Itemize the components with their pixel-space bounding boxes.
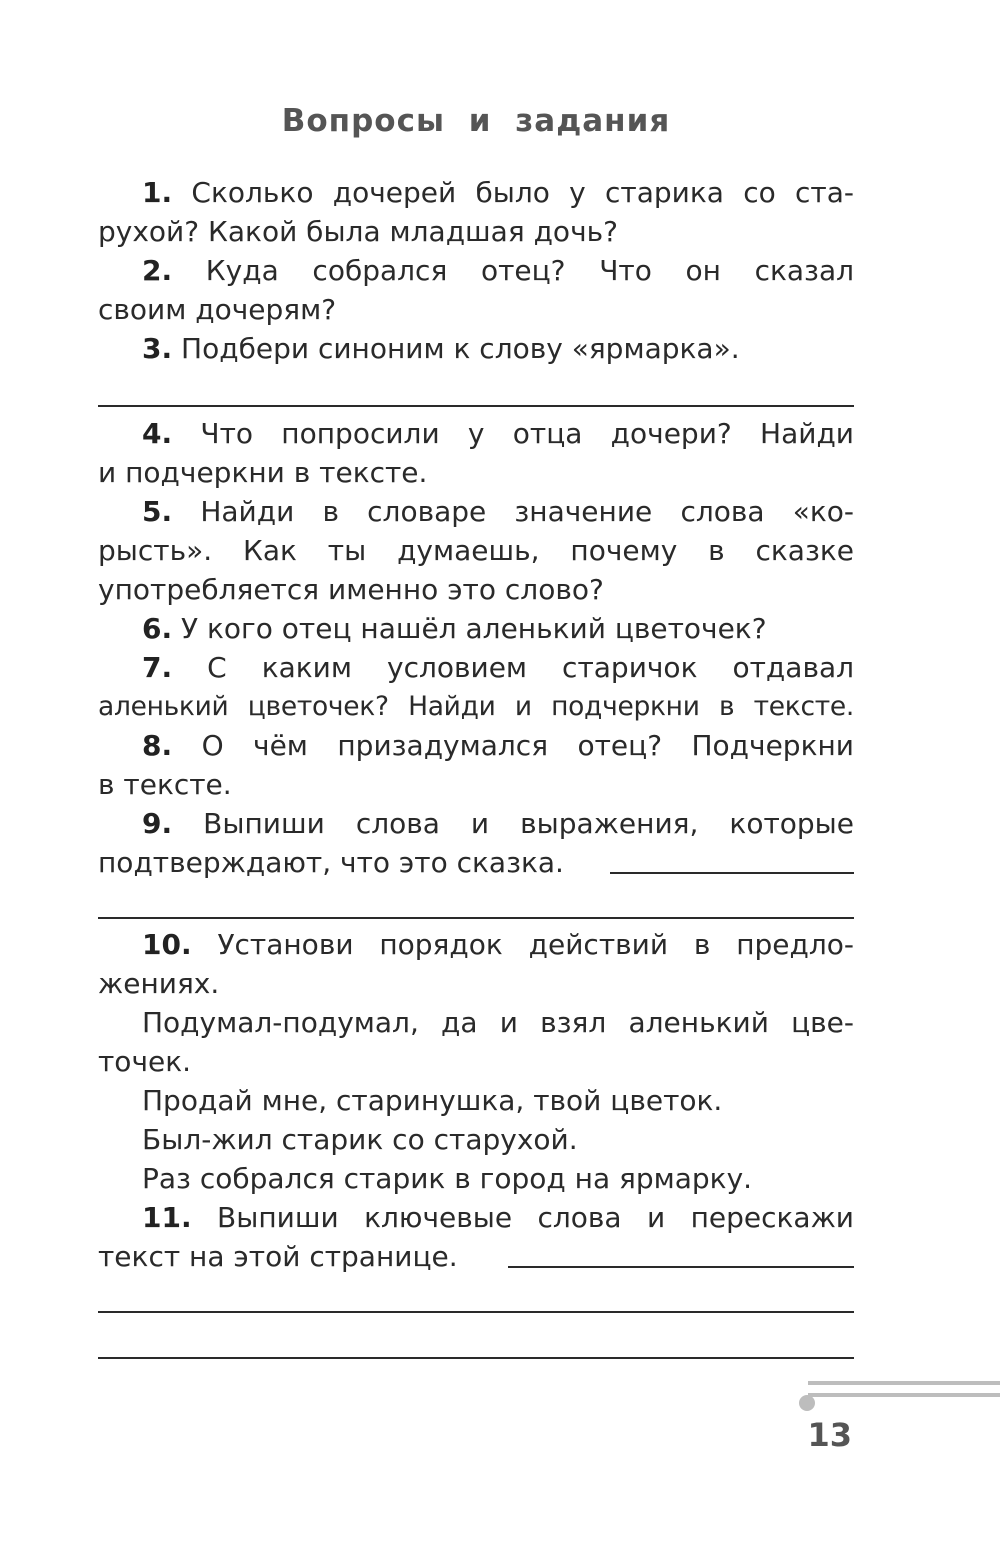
question-7-number: 7. (142, 651, 173, 684)
question-7-text-1: С каким условием старичок отдавал (207, 651, 854, 684)
question-8-line-1 (142, 726, 854, 765)
question-5-text-2: рысть». Как ты думаешь, почему в сказке (98, 534, 854, 567)
sentence-1-line-2: точек. (98, 1045, 192, 1078)
question-1-text-2: рухой? Какой была младшая дочь? (98, 215, 618, 248)
question-1-text-1: Сколько дочерей было у старика со ста- (191, 176, 855, 209)
decorative-dot (799, 1395, 815, 1411)
page-number: 13 (807, 1416, 852, 1454)
question-7-line-1 (142, 648, 854, 687)
question-3-line-1 (142, 329, 854, 368)
question-2-text-1: Куда собрался отец? Что он сказал (205, 254, 854, 287)
question-2-number: 2. (142, 254, 173, 287)
question-5-line-1 (142, 492, 854, 531)
answer-line-q11-inline[interactable] (508, 1266, 854, 1268)
answer-line-q9[interactable] (98, 917, 854, 919)
question-2-text-2: своим дочерям? (98, 293, 337, 326)
sentence-1-line-1: Подумал-подумал, да и взял аленький цве- (142, 1006, 854, 1039)
question-2-line-1 (142, 251, 854, 290)
question-11-text-2: текст на этой странице. (98, 1240, 458, 1273)
question-11-line-2 (98, 1237, 854, 1276)
sentence-3: Был-жил старик со старухой. (142, 1123, 578, 1156)
question-9-text-1: Выпиши слова и выражения, которые (203, 807, 854, 840)
question-11-number: 11. (142, 1201, 192, 1234)
decorative-line-bottom (808, 1393, 1000, 1397)
answer-line-q3[interactable] (98, 405, 854, 407)
question-9-text-2: подтверждают, что это сказка. (98, 846, 564, 879)
question-8-number: 8. (142, 729, 173, 762)
question-3-number: 3. (142, 332, 173, 365)
question-8-text-1: О чём призадумался отец? Подчеркни (201, 729, 854, 762)
question-7-text-2: аленький цветочек? Найди и подчеркни в тексте. (98, 691, 854, 722)
question-6-text-1: У кого отец нашёл аленький цветочек? (181, 612, 767, 645)
question-4-number: 4. (142, 417, 173, 450)
question-5-text-1: Найди в словаре значение слова «ко- (200, 495, 854, 528)
section-title: Вопросы и задания (281, 103, 671, 139)
sentence-4: Раз собрался старик в город на ярмарку. (142, 1162, 753, 1195)
question-1-number: 1. (142, 176, 173, 209)
question-9-line-2 (98, 843, 854, 882)
question-6-line-1 (142, 609, 854, 648)
question-10-text-2: жениях. (98, 967, 220, 1000)
answer-line-q11-2[interactable] (98, 1357, 854, 1359)
question-4-line-1 (142, 414, 854, 453)
question-4-text-1: Что попросили у отца дочери? Найди (200, 417, 855, 450)
question-11-text-1: Выпиши ключевые слова и перескажи (217, 1201, 854, 1234)
question-8-text-2: в тексте. (98, 768, 232, 801)
question-9-number: 9. (142, 807, 173, 840)
question-11-line-1 (142, 1198, 854, 1237)
question-5-text-3: употребляется именно это слово? (98, 573, 604, 606)
answer-line-q9-inline[interactable] (610, 872, 854, 874)
question-9-line-1 (142, 804, 854, 843)
question-10-text-1: Установи порядок действий в предло- (217, 928, 854, 961)
question-6-number: 6. (142, 612, 173, 645)
question-5-number: 5. (142, 495, 173, 528)
question-10-line-1 (142, 925, 854, 964)
question-4-text-2: и подчеркни в тексте. (98, 456, 428, 489)
question-10-number: 10. (142, 928, 192, 961)
answer-line-q11-1[interactable] (98, 1311, 854, 1313)
decorative-line-top (808, 1381, 1000, 1385)
question-3-text-1: Подбери синоним к слову «ярмарка». (181, 332, 740, 365)
question-1-line-1 (142, 173, 854, 212)
sentence-2: Продай мне, старинушка, твой цветок. (142, 1084, 723, 1117)
